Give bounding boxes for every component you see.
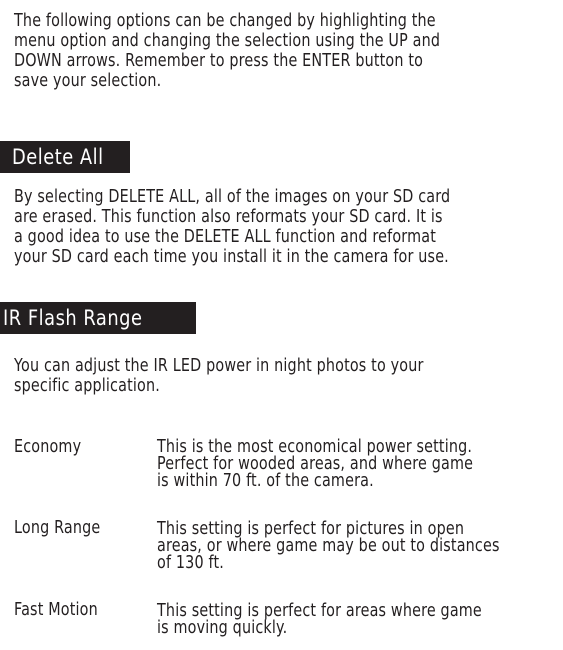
option-description [157, 603, 482, 637]
option-description-line: of 130 ft. [157, 553, 224, 573]
delete-all-line: By selecting DELETE ALL, all of the images on your SD card [14, 187, 451, 207]
ir-flash-range-heading-bar [0, 302, 196, 334]
option-term: Economy [14, 437, 82, 457]
option-term: Long Range [14, 518, 101, 538]
delete-all-line: your SD card each time you install it in the camera for use. [14, 247, 449, 267]
intro-line: DOWN arrows. Remember to press the ENTER button to [14, 51, 424, 71]
option-description [157, 521, 500, 572]
delete-all-paragraph [14, 187, 450, 267]
option-description [157, 439, 473, 490]
option-description-line: is within 70 ft. of the camera. [157, 471, 374, 491]
delete-all-line: a good idea to use the DELETE ALL function and reformat [14, 227, 437, 247]
intro-line: menu option and changing the selection using the UP and [14, 31, 441, 51]
option-description-line: is moving quickly. [157, 618, 288, 638]
option-description-line: Perfect for wooded areas, and where game [157, 454, 474, 474]
ir-flash-range-heading: IR Flash Range [3, 306, 143, 330]
intro-paragraph [14, 11, 440, 91]
delete-all-line: are erased. This function also reformats your SD card. It is [14, 207, 443, 227]
intro-line: save your selection. [14, 71, 162, 91]
option-term: Fast Motion [14, 600, 98, 620]
option-description-line: This setting is perfect for pictures in open [157, 519, 465, 539]
ir-flash-range-paragraph [14, 356, 424, 396]
option-description-line: This setting is perfect for areas where game [157, 601, 482, 621]
option-description-line: areas, or where game may be out to distances [157, 536, 500, 556]
delete-all-heading-bar [0, 141, 130, 173]
ir-flash-range-line: specific application. [14, 376, 160, 396]
ir-flash-range-line: You can adjust the IR LED power in night photos to your [14, 356, 424, 376]
intro-line: The following options can be changed by highlighting the [14, 11, 436, 31]
option-description-line: This is the most economical power setting. [157, 437, 473, 457]
delete-all-heading: Delete All [12, 145, 104, 169]
